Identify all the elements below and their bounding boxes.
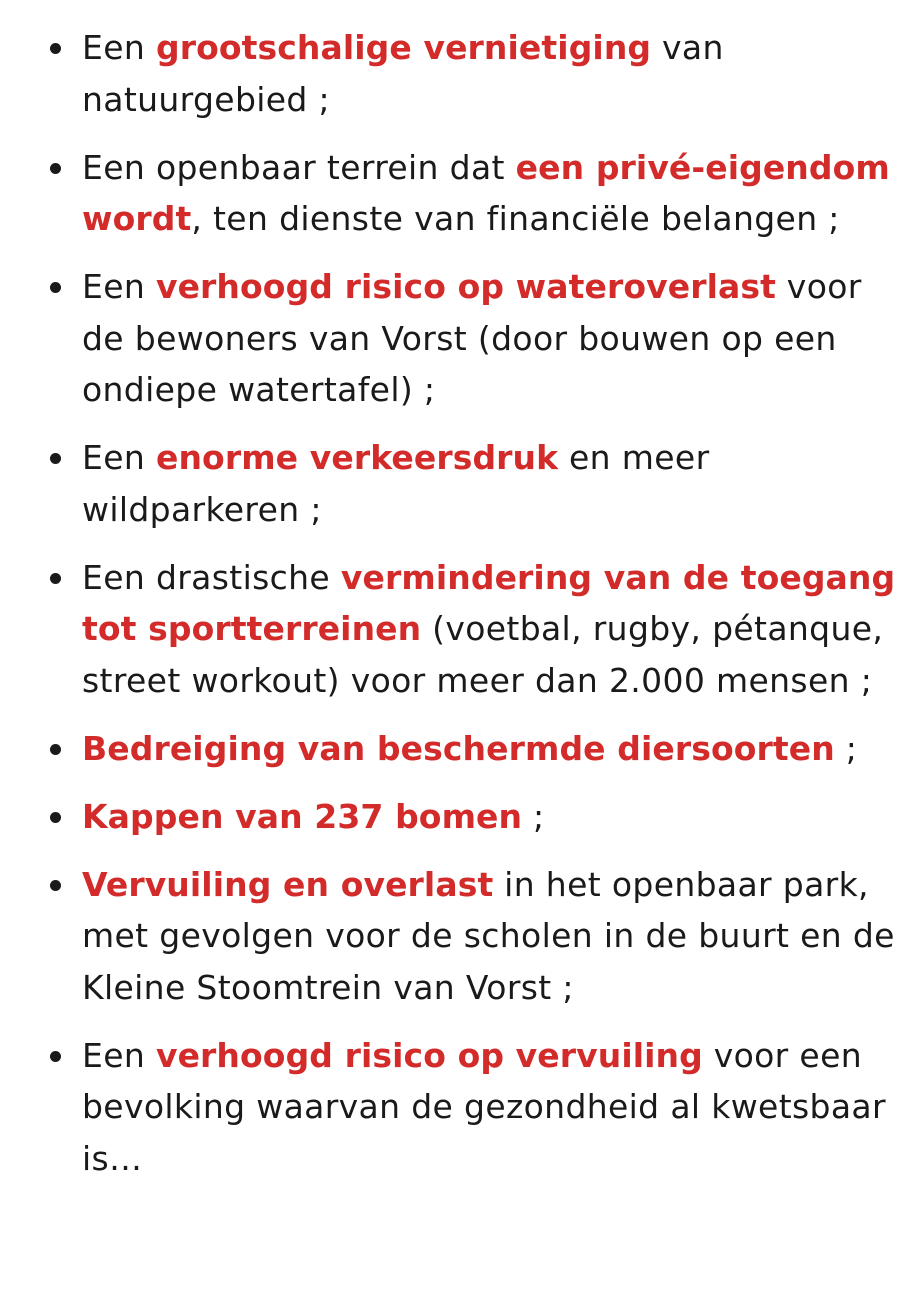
list-item (0, 859, 920, 1014)
bullet-icon (50, 163, 61, 174)
item-text: Een (82, 438, 156, 477)
bullet-icon (50, 43, 61, 54)
bullet-icon (50, 812, 61, 823)
item-text: Een openbaar terrein dat (82, 147, 516, 187)
item-text: Een (82, 1035, 156, 1075)
list-item (0, 552, 920, 707)
item-highlight: enorme verkeersdruk (155, 438, 559, 477)
list-item (0, 723, 920, 775)
bullet-icon (50, 1051, 61, 1062)
item-text: (voetbal, rugby, pétanque, street workout) voor meer dan 2.000 mensen ; (82, 609, 884, 700)
bullet-icon (50, 282, 61, 293)
item-highlight: een privé-eigendom wordt (82, 147, 890, 238)
item-text: en meer wildparkeren ; (82, 438, 710, 529)
item-highlight: Vervuiling en overlast (82, 864, 494, 904)
item-highlight: grootschalige vernietiging (155, 28, 652, 67)
bullet-icon (50, 744, 61, 755)
item-highlight: Kappen van 237 bomen (82, 796, 523, 836)
bullet-icon (50, 880, 61, 891)
item-text: van natuurgebied ; (82, 28, 724, 119)
list-item (0, 142, 920, 245)
item-text: Een (82, 267, 156, 306)
item-text: ; (522, 796, 545, 836)
item-text: Een (82, 28, 156, 67)
item-highlight: vermindering van de toegang tot sportterreinen (82, 557, 896, 648)
list-item (0, 1030, 920, 1185)
list-item (0, 22, 920, 125)
item-highlight: Bedreiging van beschermde diersoorten (82, 728, 835, 768)
list-item (0, 432, 920, 535)
list-item (0, 791, 920, 843)
bullet-icon (50, 573, 61, 584)
item-text: in het openbaar park, met gevolgen voor de scholen in de buurt en de Kleine Stoomtrein van Vorst ; (82, 864, 895, 1007)
item-text: , ten dienste van financiële belangen ; (191, 199, 840, 238)
item-text: voor de bewoners van Vorst (door bouwen op een ondiepe watertafel) ; (82, 267, 862, 409)
item-highlight: verhoogd risico op vervuiling (155, 1035, 703, 1075)
item-text: ; (834, 728, 858, 768)
item-text: voor een bevolking waarvan de gezondheid al kwetsbaar is… (82, 1035, 886, 1178)
item-text: Een drastische (82, 557, 341, 597)
list-item (0, 261, 920, 416)
item-highlight: verhoogd risico op wateroverlast (155, 267, 776, 306)
bullet-icon (50, 453, 61, 464)
